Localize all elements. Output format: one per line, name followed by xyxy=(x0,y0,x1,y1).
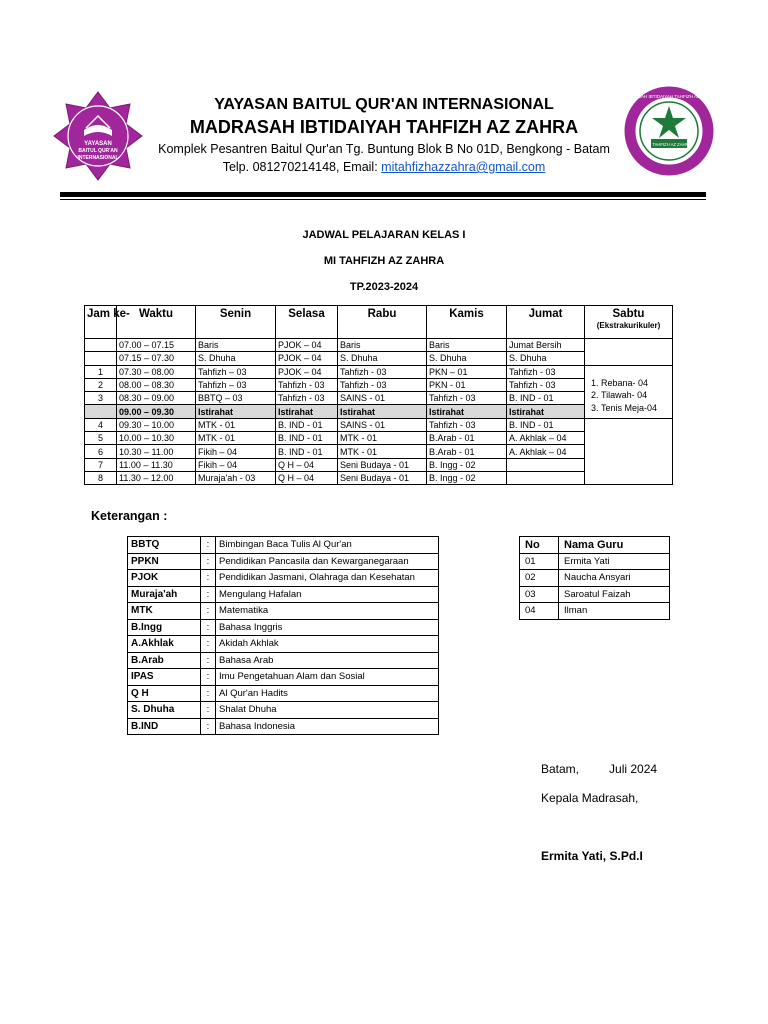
schedule-cell-rabu: Baris xyxy=(338,339,427,352)
schedule-cell-rabu: SAINS - 01 xyxy=(338,392,427,405)
schedule-row xyxy=(85,445,673,458)
contact-line xyxy=(150,160,618,174)
legend-abbreviation: B.Ingg xyxy=(128,619,201,636)
teacher-header-name: Nama Guru xyxy=(559,537,670,554)
teacher-row xyxy=(520,553,670,570)
schedule-cell-selasa: Q H – 04 xyxy=(276,458,338,471)
header-kamis: Kamis xyxy=(427,306,507,339)
schedule-cell-rabu: Tahfizh - 03 xyxy=(338,365,427,378)
legend-meaning: Bahasa Arab xyxy=(216,652,439,669)
legend-abbreviation: A.Akhlak xyxy=(128,636,201,653)
schedule-cell-senin: Istirahat xyxy=(196,405,276,418)
extracurricular-list xyxy=(585,377,672,415)
schedule-cell-jumat: B. IND - 01 xyxy=(507,392,585,405)
schedule-cell-jam: 8 xyxy=(85,471,117,484)
schedule-cell-selasa: B. IND - 01 xyxy=(276,418,338,431)
schedule-cell-jumat: Jumat Bersih xyxy=(507,339,585,352)
legend-abbreviation: Muraja'ah xyxy=(128,586,201,603)
header-divider-thick xyxy=(60,192,706,197)
schedule-cell-waktu: 07.00 – 07.15 xyxy=(117,339,196,352)
teacher-row xyxy=(520,586,670,603)
legend-separator: : xyxy=(201,652,216,669)
schedule-cell-jumat: Istirahat xyxy=(507,405,585,418)
legend-meaning: Matematika xyxy=(216,603,439,620)
header-divider-thin xyxy=(60,199,706,200)
header-jam: Jam ke- xyxy=(85,306,117,339)
legend-separator: : xyxy=(201,537,216,554)
schedule-cell-jam: 3 xyxy=(85,392,117,405)
legend-abbreviation: BBTQ xyxy=(128,537,201,554)
legend-meaning: Shalat Dhuha xyxy=(216,702,439,719)
schedule-cell-jam xyxy=(85,339,117,352)
schedule-cell-waktu: 08.30 – 09.00 xyxy=(117,392,196,405)
legend-separator: : xyxy=(201,619,216,636)
legend-abbreviation: B.IND xyxy=(128,718,201,735)
email-link[interactable]: mitahfizhazzahra@gmail.com xyxy=(381,160,546,174)
header-sabtu-sub: (Ekstrakurikuler) xyxy=(596,321,661,330)
school-address: Komplek Pesantren Baitul Qur'an Tg. Buntung Blok B No 01D, Bengkong - Batam xyxy=(158,142,610,156)
header-rabu: Rabu xyxy=(338,306,427,339)
schedule-cell-senin: BBTQ – 03 xyxy=(196,392,276,405)
legend-meaning: Pendidikan Pancasila dan Kewarganegaraan xyxy=(216,553,439,570)
schedule-cell-selasa: PJOK – 04 xyxy=(276,365,338,378)
legend-abbreviation: PJOK xyxy=(128,570,201,587)
header-senin: Senin xyxy=(196,306,276,339)
schedule-cell-rabu: Seni Budaya - 01 xyxy=(338,458,427,471)
phone-text: Telp. 081270214148, Email: xyxy=(222,160,382,174)
header-sabtu xyxy=(585,306,673,339)
schedule-cell-senin: Fikih – 04 xyxy=(196,445,276,458)
extracurricular-item: 3. Tenis Meja-04 xyxy=(601,402,672,415)
schedule-cell-jumat: A. Akhlak – 04 xyxy=(507,445,585,458)
schedule-cell-jumat: A. Akhlak – 04 xyxy=(507,432,585,445)
extracurricular-item: 1. Rebana- 04 xyxy=(601,377,672,390)
legend-meaning: Imu Pengetahuan Alam dan Sosial xyxy=(216,669,439,686)
schedule-cell-senin: Fikih – 04 xyxy=(196,458,276,471)
legend-meaning: Bimbingan Baca Tulis Al Qur'an xyxy=(216,537,439,554)
schedule-cell-jumat xyxy=(507,471,585,484)
document-title: JADWAL PELAJARAN KELAS I xyxy=(302,229,466,241)
teacher-number: 03 xyxy=(520,586,559,603)
teacher-name: Ilman xyxy=(559,603,670,620)
teacher-number: 01 xyxy=(520,553,559,570)
schedule-cell-kamis: Baris xyxy=(427,339,507,352)
document-subtitle: MI TAHFIZH AZ ZAHRA xyxy=(323,255,445,267)
schedule-cell-jam: 4 xyxy=(85,418,117,431)
schedule-table xyxy=(84,305,673,485)
signature-date xyxy=(541,762,657,776)
svg-text:INTERNASIONAL: INTERNASIONAL xyxy=(77,155,119,161)
schedule-cell-kamis: PKN - 01 xyxy=(427,378,507,391)
legend-row xyxy=(128,652,439,669)
legend-title: Keterangan : xyxy=(91,509,168,523)
legend-meaning: Mengulang Hafalan xyxy=(216,586,439,603)
schedule-cell-rabu: MTK - 01 xyxy=(338,432,427,445)
teacher-header-row xyxy=(520,537,670,554)
sabtu-empty-cell xyxy=(585,418,673,484)
schedule-cell-selasa: B. IND - 01 xyxy=(276,445,338,458)
legend-separator: : xyxy=(201,603,216,620)
schedule-cell-rabu: SAINS - 01 xyxy=(338,418,427,431)
schedule-cell-kamis: PKN – 01 xyxy=(427,365,507,378)
legend-meaning: Bahasa Indonesia xyxy=(216,718,439,735)
legend-row xyxy=(128,537,439,554)
legend-row xyxy=(128,553,439,570)
svg-text:MADRASAH IBTIDAIYAH TAHFIZH AZ: MADRASAH IBTIDAIYAH TAHFIZH AZ ZAHRA xyxy=(621,94,717,99)
schedule-cell-senin: Baris xyxy=(196,339,276,352)
schedule-header-row xyxy=(85,306,673,339)
teacher-number: 02 xyxy=(520,570,559,587)
schedule-row xyxy=(85,339,673,352)
schedule-cell-selasa: Tahfizh - 03 xyxy=(276,392,338,405)
legend-row xyxy=(128,570,439,587)
header-sabtu-label: Sabtu xyxy=(612,308,645,320)
schedule-cell-kamis: S. Dhuha xyxy=(427,352,507,365)
schedule-cell-rabu: Tahfizh - 03 xyxy=(338,378,427,391)
legend-separator: : xyxy=(201,702,216,719)
school-name: MADRASAH IBTIDAIYAH TAHFIZH AZ ZAHRA xyxy=(189,117,579,137)
legend-row xyxy=(128,685,439,702)
legend-row xyxy=(128,718,439,735)
schedule-cell-selasa: Q H – 04 xyxy=(276,471,338,484)
schedule-cell-waktu: 09.00 – 09.30 xyxy=(117,405,196,418)
schedule-row xyxy=(85,352,673,365)
abbreviation-legend xyxy=(127,536,439,735)
schedule-cell-jumat xyxy=(507,458,585,471)
teacher-row xyxy=(520,603,670,620)
schedule-cell-jumat: B. IND - 01 xyxy=(507,418,585,431)
schedule-cell-selasa: Tahfizh - 03 xyxy=(276,378,338,391)
schedule-cell-waktu: 08.00 – 08.30 xyxy=(117,378,196,391)
legend-meaning: Akidah Akhlak xyxy=(216,636,439,653)
signature-month: Juli 2024 xyxy=(609,762,658,776)
teacher-name: Saroatul Faizah xyxy=(559,586,670,603)
legend-separator: : xyxy=(201,586,216,603)
legend-abbreviation: B.Arab xyxy=(128,652,201,669)
header-selasa: Selasa xyxy=(276,306,338,339)
schedule-cell-rabu: Seni Budaya - 01 xyxy=(338,471,427,484)
schedule-cell-jam: 5 xyxy=(85,432,117,445)
schedule-row xyxy=(85,471,673,484)
sabtu-empty-cell xyxy=(585,339,673,366)
schedule-cell-waktu: 10.30 – 11.00 xyxy=(117,445,196,458)
schedule-cell-jam: 1 xyxy=(85,365,117,378)
legend-row xyxy=(128,636,439,653)
header-jumat: Jumat xyxy=(507,306,585,339)
schedule-cell-rabu: MTK - 01 xyxy=(338,445,427,458)
legend-abbreviation: S. Dhuha xyxy=(128,702,201,719)
legend-meaning: Bahasa Inggris xyxy=(216,619,439,636)
schedule-cell-jam xyxy=(85,352,117,365)
teacher-header-no: No xyxy=(520,537,559,554)
legend-separator: : xyxy=(201,718,216,735)
legend-separator: : xyxy=(201,685,216,702)
schedule-cell-waktu: 11.30 – 12.00 xyxy=(117,471,196,484)
academic-year: TP.2023-2024 xyxy=(349,281,419,293)
schedule-cell-waktu: 09.30 – 10.00 xyxy=(117,418,196,431)
sabtu-extracurricular-cell xyxy=(585,365,673,418)
schedule-cell-jumat: S. Dhuha xyxy=(507,352,585,365)
schedule-cell-selasa: B. IND - 01 xyxy=(276,432,338,445)
schedule-cell-jam: 7 xyxy=(85,458,117,471)
schedule-row xyxy=(85,392,673,405)
schedule-cell-kamis: B.Arab - 01 xyxy=(427,432,507,445)
legend-meaning: Pendidikan Jasmani, Olahraga dan Kesehatan xyxy=(216,570,439,587)
teacher-number: 04 xyxy=(520,603,559,620)
schedule-row xyxy=(85,432,673,445)
legend-row xyxy=(128,603,439,620)
schedule-cell-jumat: Tahfizh - 03 xyxy=(507,365,585,378)
schedule-cell-kamis: Tahfizh - 03 xyxy=(427,392,507,405)
signature-name: Ermita Yati, S.Pd.I xyxy=(541,849,643,863)
schedule-cell-senin: MTK - 01 xyxy=(196,418,276,431)
schedule-row xyxy=(85,458,673,471)
schedule-cell-selasa: PJOK – 04 xyxy=(276,339,338,352)
schedule-cell-selasa: Istirahat xyxy=(276,405,338,418)
schedule-cell-jam: 6 xyxy=(85,445,117,458)
legend-separator: : xyxy=(201,636,216,653)
schedule-cell-senin: S. Dhuha xyxy=(196,352,276,365)
schedule-cell-kamis: B. Ingg - 02 xyxy=(427,471,507,484)
signature-role: Kepala Madrasah, xyxy=(541,791,639,805)
signature-city: Batam, xyxy=(541,762,580,776)
legend-abbreviation: MTK xyxy=(128,603,201,620)
schedule-cell-kamis: Istirahat xyxy=(427,405,507,418)
legend-row xyxy=(128,669,439,686)
schedule-cell-jumat: Tahfizh - 03 xyxy=(507,378,585,391)
teacher-row xyxy=(520,570,670,587)
teacher-name: Ermita Yati xyxy=(559,553,670,570)
legend-abbreviation: IPAS xyxy=(128,669,201,686)
schedule-cell-waktu: 07.30 – 08.00 xyxy=(117,365,196,378)
header-waktu: Waktu xyxy=(117,306,196,339)
schedule-row xyxy=(85,405,673,418)
schedule-cell-kamis: B. Ingg - 02 xyxy=(427,458,507,471)
schedule-cell-kamis: B.Arab - 01 xyxy=(427,445,507,458)
legend-abbreviation: PPKN xyxy=(128,553,201,570)
schedule-cell-jam: 2 xyxy=(85,378,117,391)
schedule-cell-senin: Muraja'ah - 03 xyxy=(196,471,276,484)
yayasan-logo xyxy=(52,90,144,182)
svg-text:BAITUL QUR'AN: BAITUL QUR'AN xyxy=(78,148,118,154)
schedule-cell-rabu: Istirahat xyxy=(338,405,427,418)
legend-meaning: Al Qur'an Hadits xyxy=(216,685,439,702)
schedule-row xyxy=(85,378,673,391)
legend-separator: : xyxy=(201,570,216,587)
svg-text:MI TAHFIZH AZ ZAHRA: MI TAHFIZH AZ ZAHRA xyxy=(646,142,692,147)
legend-abbreviation: Q H xyxy=(128,685,201,702)
svg-text:YAYASAN: YAYASAN xyxy=(84,141,112,147)
schedule-cell-senin: Tahfizh – 03 xyxy=(196,378,276,391)
teacher-table xyxy=(519,536,670,620)
schedule-cell-waktu: 11.00 – 11.30 xyxy=(117,458,196,471)
madrasah-logo xyxy=(621,86,717,176)
legend-row xyxy=(128,702,439,719)
legend-separator: : xyxy=(201,553,216,570)
schedule-cell-rabu: S. Dhuha xyxy=(338,352,427,365)
legend-row xyxy=(128,619,439,636)
schedule-row xyxy=(85,418,673,431)
schedule-cell-jam xyxy=(85,405,117,418)
schedule-cell-senin: Tahfizh – 03 xyxy=(196,365,276,378)
schedule-cell-waktu: 10.00 – 10.30 xyxy=(117,432,196,445)
schedule-row xyxy=(85,365,673,378)
schedule-cell-kamis: Tahfizh - 03 xyxy=(427,418,507,431)
legend-row xyxy=(128,586,439,603)
schedule-cell-senin: MTK - 01 xyxy=(196,432,276,445)
extracurricular-item: 2. Tilawah- 04 xyxy=(601,389,672,402)
foundation-name: YAYASAN BAITUL QUR'AN INTERNASIONAL xyxy=(214,96,554,113)
teacher-name: Naucha Ansyari xyxy=(559,570,670,587)
schedule-cell-waktu: 07.15 – 07.30 xyxy=(117,352,196,365)
legend-separator: : xyxy=(201,669,216,686)
schedule-cell-selasa: PJOK – 04 xyxy=(276,352,338,365)
